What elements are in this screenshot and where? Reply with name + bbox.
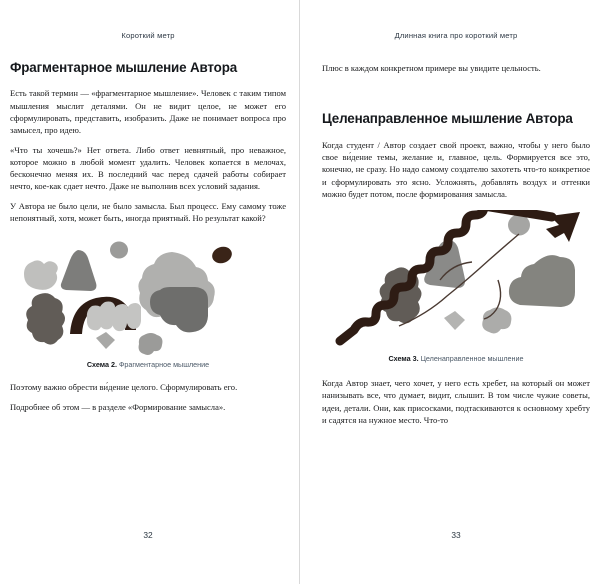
right-body-bottom [322, 377, 590, 426]
right-page-title: Целенаправленное мышление Автора [322, 111, 573, 127]
blob-circle-top [508, 215, 530, 236]
left-running-head: Короткий метр [121, 31, 175, 40]
paragraph: У Автора не было цели, не было замысла. Был процесс. Ему самому тоже непонятный, хотя, может быть, иногда приятный. Но результат какой? [10, 200, 286, 224]
paragraph: «Что ты хочешь?» Нет ответа. Либо ответ невнятный, про неважное, которое можно в любой момент удалить. Человек копается в мелочах, бесконечно меняя их. В последний час перед сдачей работы собирает нечто, кое-как сдает нечто. Даже не выполнив всех условий задания. [10, 144, 286, 192]
paragraph: Плюс в каждом конкретном примере вы увидите цельность. [322, 63, 541, 73]
blob-bottom-right [139, 333, 163, 355]
blob-light-under-4 [126, 303, 141, 329]
blob-circle-top [110, 242, 128, 259]
figure-scheme-2 [10, 238, 286, 358]
right-body-intro [322, 62, 590, 74]
scattered-fragments-diagram [10, 238, 286, 358]
blob-large-right [509, 255, 575, 307]
figure-scheme-3 [322, 210, 590, 350]
paragraph: Когда студент / Автор создает свой проект, важно, чтобы у него было свое ви́дение темы, желание и, главное, цель. Формируется все это, конечно, не сразу. Но надо самому создателю захотеть что-то конкретное и сформулировать это ясно. Усложнять, добавлять воздух и оттенки можно будет потом, после формирования замысла. [322, 139, 590, 199]
left-body-top [10, 87, 286, 224]
blob-dark-gray-right [150, 287, 208, 332]
paragraph: Когда Автор знает, чего хочет, у него есть хребет, на который он может нанизывать все, что думает, видит, слышит. В том числе чужие советы, идеи, детали. Они, как присосками, подтаскиваются к основному хребту и садятся на нужное место. Что-то [322, 378, 590, 426]
blob-triangle-top [61, 250, 97, 291]
paragraph: Есть такой термин — «фрагментарное мышление». Человек с таким типом мышления мыслит деталями. Он не видит целое, не может его сформулировать, представить, изобразить. Даже не понимает вопроса про замысел, про идею. [10, 88, 286, 136]
paragraph: Поэтому важно обрести ви́дение целого. Сформулировать его. [10, 382, 238, 393]
figure-2-caption [10, 360, 286, 369]
paragraph: Подробнее об этом — в разделе «Формирование замысла». [10, 401, 226, 412]
right-running-head: Длинная книга про короткий метр [394, 31, 518, 40]
blob-brown-dot [210, 245, 234, 266]
figure-3-caption-text: Целенаправленное мышление [420, 354, 524, 364]
blob-diamond-bottom [96, 332, 115, 349]
figure-2-caption-text: Фрагментарное мышление [118, 360, 210, 370]
blob-light-topleft [24, 261, 58, 291]
arrow-head [546, 212, 580, 242]
directed-thinking-arrow-diagram [322, 210, 590, 350]
figure-2-caption-label: Схема 2. [86, 360, 117, 370]
blob-light-bottom-right [482, 308, 511, 334]
right-page [300, 0, 600, 584]
figure-3-caption-label: Схема 3. [388, 354, 419, 364]
left-body-bottom [10, 381, 286, 413]
right-body-main [322, 139, 590, 200]
figure-3-caption [322, 354, 590, 363]
left-page-title: Фрагментарное мышление Автора [10, 60, 238, 75]
page-gutter-divider [299, 0, 300, 584]
blob-dark-left-middle [26, 293, 65, 344]
right-folio: 33 [451, 530, 461, 540]
left-folio: 32 [143, 530, 153, 540]
blob-diamond-bottom [444, 311, 465, 330]
